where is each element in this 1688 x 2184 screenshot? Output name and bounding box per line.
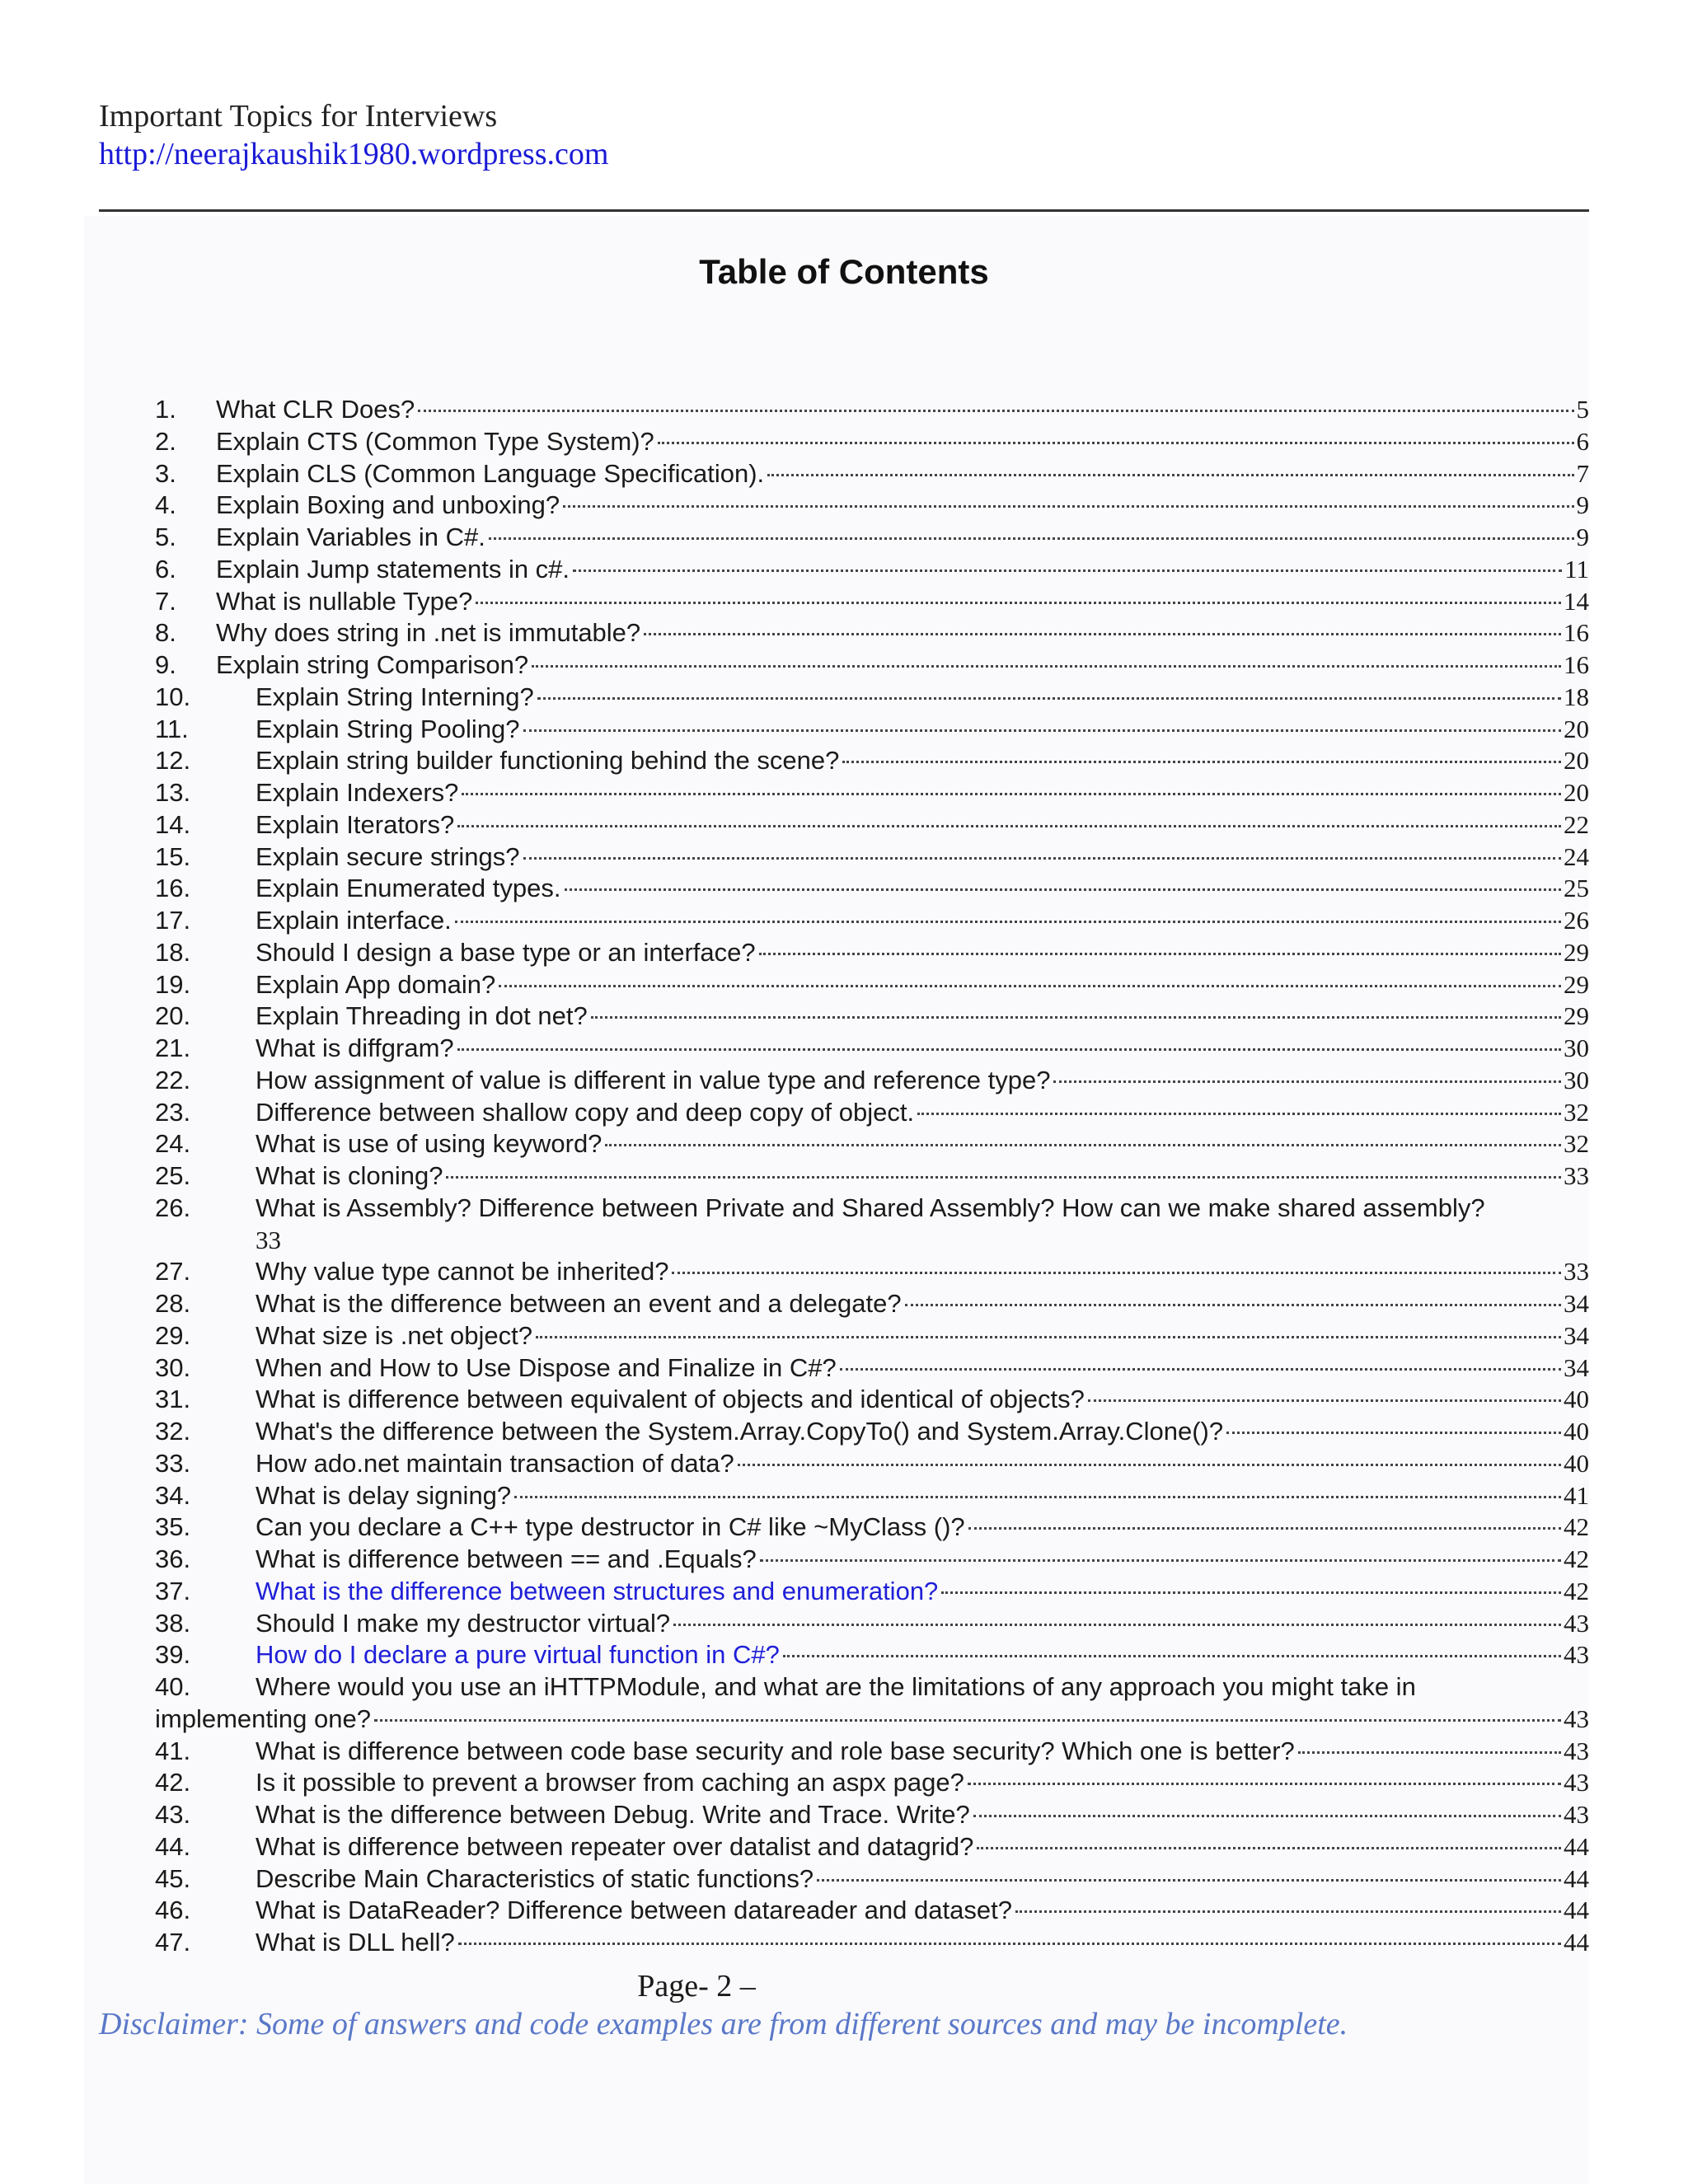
toc-entry-page: 42 — [1564, 1544, 1589, 1573]
toc-entry[interactable] — [155, 1256, 1589, 1288]
toc-entry-title[interactable]: What is diffgram? — [256, 1033, 454, 1062]
toc-entry[interactable] — [155, 777, 1589, 809]
toc-entry-title[interactable]: Explain Iterators? — [256, 809, 455, 839]
toc-entry[interactable] — [155, 1001, 1589, 1033]
toc-entry-page: 42 — [1564, 1576, 1589, 1605]
toc-entry-number: 6. — [155, 554, 176, 583]
toc-entry-number: 22. — [155, 1065, 191, 1094]
toc-entry[interactable] — [155, 1799, 1589, 1831]
toc-entry-page: 9 — [1576, 523, 1589, 551]
toc-entry-page: 18 — [1564, 682, 1589, 711]
toc-entry-title[interactable]: Explain secure strings? — [256, 841, 520, 871]
toc-entry-number: 21. — [155, 1033, 191, 1062]
toc-entry[interactable] — [155, 1895, 1589, 1927]
toc-entry-title[interactable]: What is difference between repeater over datalist and datagrid? — [256, 1831, 974, 1861]
toc-entry-number: 9. — [155, 650, 176, 679]
toc-entry[interactable] — [155, 873, 1589, 905]
toc-entry[interactable] — [155, 586, 1589, 618]
toc-entry-page: 20 — [1564, 778, 1589, 807]
toc-entry-title[interactable]: Explain string builder functioning behind the scene? — [256, 746, 840, 776]
toc-entry-page: 22 — [1564, 809, 1589, 839]
page-number: Page- 2 – — [637, 1969, 756, 2004]
toc-entry[interactable] — [155, 522, 1589, 554]
toc-entry-number: 32. — [155, 1417, 191, 1446]
toc-entry-number: 47. — [155, 1928, 191, 1957]
toc-entry-title[interactable]: Explain Indexers? — [256, 778, 459, 807]
toc-leader-dots — [605, 1144, 1561, 1146]
toc-entry-page: 44 — [1564, 1928, 1589, 1957]
toc-entry[interactable] — [155, 1927, 1589, 1959]
toc-entry-title[interactable]: What's the difference between the System.Array.CopyTo() and System.Array.Clone()? — [256, 1417, 1224, 1446]
toc-leader-dots — [536, 1336, 1561, 1338]
toc-entry-number: 20. — [155, 1001, 191, 1031]
toc-leader-dots — [457, 1048, 1561, 1051]
toc-entry-page: 43 — [1564, 1640, 1589, 1670]
toc-entry-number: 7. — [155, 586, 176, 616]
toc-entry-page: 29 — [1564, 937, 1589, 967]
table-of-contents — [155, 394, 1589, 1959]
toc-leader-dots — [489, 537, 1574, 540]
toc-entry-page: 43 — [1564, 1736, 1589, 1765]
toc-entry-number: 11. — [155, 714, 189, 743]
toc-entry[interactable] — [155, 1544, 1589, 1576]
toc-entry-number: 37. — [155, 1576, 191, 1605]
toc-entry-number: 44. — [155, 1831, 191, 1861]
toc-entry-title[interactable]: implementing one? — [155, 1704, 371, 1733]
toc-entry-number: 16. — [155, 874, 191, 903]
toc-entry-title[interactable]: Explain Enumerated types. — [256, 874, 561, 903]
toc-leader-dots — [1088, 1399, 1561, 1402]
toc-entry-title[interactable]: What is cloning? — [256, 1161, 443, 1190]
toc-entry-title[interactable]: What is difference between code base security and role base security? Which one is better? — [256, 1736, 1295, 1765]
toc-entry-title[interactable]: When and How to Use Dispose and Finalize in C#? — [256, 1352, 837, 1382]
toc-entry[interactable] — [155, 1576, 1589, 1608]
toc-entry-page: 29 — [1564, 1001, 1589, 1031]
toc-leader-dots — [537, 697, 1561, 700]
toc-leader-dots — [840, 1368, 1561, 1371]
toc-entry[interactable] — [155, 1671, 1589, 1736]
toc-leader-dots — [842, 761, 1561, 763]
toc-leader-dots — [672, 1272, 1561, 1274]
toc-leader-dots — [457, 825, 1561, 827]
toc-entry-page: 34 — [1564, 1352, 1589, 1382]
header-divider — [99, 209, 1589, 212]
toc-leader-dots — [458, 1943, 1561, 1945]
toc-entry-page: 30 — [1564, 1033, 1589, 1062]
toc-entry[interactable] — [155, 682, 1589, 714]
toc-leader-dots — [374, 1719, 1561, 1722]
toc-entry[interactable] — [155, 1065, 1589, 1097]
toc-entry-number: 25. — [155, 1161, 191, 1190]
toc-leader-dots — [1298, 1751, 1561, 1754]
toc-entry-number: 18. — [155, 937, 191, 967]
toc-entry[interactable] — [155, 394, 1589, 426]
toc-leader-dots — [523, 729, 1561, 732]
document-header — [99, 97, 608, 173]
toc-entry[interactable] — [155, 809, 1589, 841]
toc-entry-page: 30 — [1564, 1065, 1589, 1094]
toc-entry-page: 33 — [1564, 1257, 1589, 1286]
toc-entry-page: 40 — [1564, 1385, 1589, 1414]
toc-entry[interactable] — [155, 969, 1589, 1001]
toc-leader-dots — [1015, 1910, 1561, 1913]
toc-entry-title[interactable]: How ado.net maintain transaction of data? — [256, 1448, 734, 1478]
toc-entry[interactable] — [155, 1639, 1589, 1671]
toc-entry-title[interactable]: What is the difference between Debug. Write and Trace. Write? — [256, 1800, 970, 1829]
toc-entry-page: 6 — [1576, 426, 1589, 456]
toc-entry-title[interactable]: What is DataReader? Difference between datareader and dataset? — [256, 1896, 1012, 1925]
toc-entry-page: 32 — [1564, 1097, 1589, 1127]
toc-entry-number: 24. — [155, 1129, 191, 1159]
toc-entry-number: 26. — [155, 1193, 191, 1222]
toc-entry-page: 33 — [256, 1225, 281, 1254]
toc-entry-number: 29. — [155, 1320, 191, 1350]
toc-entry-title[interactable]: Explain Boxing and unboxing? — [216, 490, 560, 520]
toc-entry-title[interactable]: What is Assembly? Difference between Private and Shared Assembly? How can we make shared assembly? — [256, 1193, 1485, 1222]
toc-leader-dots — [1226, 1432, 1561, 1434]
toc-entry-link[interactable]: What is the difference between structures and enumeration? — [256, 1576, 939, 1605]
toc-entry-title[interactable]: Why value type cannot be inherited? — [256, 1257, 669, 1286]
toc-entry-title[interactable]: What is difference between equivalent of objects and identical of objects? — [256, 1385, 1085, 1414]
toc-leader-dots — [499, 985, 1561, 987]
toc-leader-dots — [968, 1783, 1561, 1785]
toc-entry[interactable] — [155, 1288, 1589, 1320]
toc-entry-page: 34 — [1564, 1289, 1589, 1318]
toc-entry-page: 20 — [1564, 714, 1589, 743]
toc-entry[interactable] — [155, 1097, 1589, 1129]
toc-entry[interactable] — [155, 1033, 1589, 1065]
toc-entry-number: 45. — [155, 1863, 191, 1893]
toc-leader-dots — [905, 1304, 1561, 1306]
toc-entry-title[interactable]: What is difference between == and .Equals? — [256, 1544, 757, 1573]
toc-entry-page: 5 — [1576, 395, 1589, 424]
toc-entry-number: 10. — [155, 682, 191, 711]
toc-entry[interactable] — [155, 905, 1589, 937]
toc-leader-dots — [973, 1815, 1561, 1817]
disclaimer: Disclaimer: Some of answers and code examples are from different sources and may be incomplete. — [99, 2007, 1348, 2041]
toc-entry-title[interactable]: Explain Threading in dot net? — [256, 1001, 588, 1031]
toc-entry[interactable] — [155, 714, 1589, 746]
toc-entry-page: 9 — [1576, 490, 1589, 520]
toc-entry[interactable] — [155, 554, 1589, 586]
toc-leader-dots — [573, 569, 1562, 572]
toc-entry-page: 43 — [1564, 1800, 1589, 1829]
toc-entry-number: 3. — [155, 458, 176, 488]
toc-leader-dots — [1053, 1080, 1561, 1083]
toc-entry-title[interactable]: What is the difference between an event and a delegate? — [256, 1289, 902, 1318]
toc-entry-title[interactable]: Explain CTS (Common Type System)? — [216, 426, 654, 456]
toc-leader-dots — [673, 1624, 1561, 1626]
toc-entry-page: 14 — [1564, 586, 1589, 616]
toc-entry-title[interactable]: Where would you use an iHTTPModule, and what are the limitations of any approach you might take in — [256, 1672, 1416, 1701]
toc-entry[interactable] — [155, 1608, 1589, 1640]
toc-leader-dots — [418, 410, 1573, 412]
toc-entry-page: 7 — [1576, 458, 1589, 488]
toc-entry[interactable] — [155, 1511, 1589, 1544]
toc-entry-title[interactable]: Explain App domain? — [256, 969, 496, 999]
toc-entry-number: 33. — [155, 1448, 191, 1478]
toc-entry-page: 34 — [1564, 1320, 1589, 1350]
toc-entry-title[interactable]: How assignment of value is different in value type and reference type? — [256, 1065, 1051, 1094]
toc-entry[interactable] — [155, 745, 1589, 777]
toc-entry-page: 26 — [1564, 906, 1589, 935]
toc-entry[interactable] — [155, 1320, 1589, 1352]
toc-entry[interactable] — [155, 1160, 1589, 1193]
toc-entry-page: 44 — [1564, 1896, 1589, 1925]
toc-entry-number: 41. — [155, 1736, 191, 1765]
toc-leader-dots — [462, 793, 1561, 795]
toc-entry[interactable] — [155, 1767, 1589, 1799]
toc-entry-number: 14. — [155, 809, 191, 839]
toc-entry[interactable] — [155, 1352, 1589, 1385]
toc-leader-dots — [783, 1655, 1561, 1657]
toc-entry-number: 40. — [155, 1672, 191, 1701]
toc-entry[interactable] — [155, 1480, 1589, 1512]
toc-entry-title[interactable]: What is DLL hell? — [256, 1928, 455, 1957]
toc-leader-dots — [455, 921, 1561, 923]
toc-entry-number: 4. — [155, 490, 176, 520]
header-title: Important Topics for Interviews — [99, 99, 498, 134]
toc-entry[interactable] — [155, 1448, 1589, 1480]
toc-entry[interactable] — [155, 649, 1589, 682]
header-url-link[interactable]: http://neerajkaushik1980.wordpress.com — [99, 137, 609, 171]
toc-entry[interactable] — [155, 1193, 1589, 1257]
toc-entry-number: 42. — [155, 1768, 191, 1797]
toc-entry-number: 39. — [155, 1640, 191, 1670]
toc-entry-link[interactable]: How do I declare a pure virtual function in C#? — [256, 1640, 780, 1670]
toc-leader-dots — [446, 1176, 1561, 1179]
toc-entry-title[interactable]: Explain Variables in C#. — [216, 523, 485, 551]
toc-entry-page: 40 — [1564, 1448, 1589, 1478]
toc-entry-page: 42 — [1564, 1512, 1589, 1542]
toc-entry-title[interactable]: Explain String Pooling? — [256, 714, 520, 743]
toc-title: Table of Contents — [699, 252, 989, 291]
toc-entry[interactable] — [155, 426, 1589, 458]
toc-entry-number: 31. — [155, 1385, 191, 1414]
toc-entry-number: 15. — [155, 841, 191, 871]
toc-entry-title[interactable]: Difference between shallow copy and deep copy of object. — [256, 1097, 915, 1127]
toc-entry[interactable] — [155, 1384, 1589, 1416]
toc-entry-page: 43 — [1564, 1768, 1589, 1797]
toc-leader-dots — [532, 665, 1561, 668]
toc-entry-title[interactable]: Explain String Interning? — [256, 682, 534, 711]
toc-entry-page: 44 — [1564, 1831, 1589, 1861]
toc-entry-number: 46. — [155, 1896, 191, 1925]
toc-leader-dots — [514, 1496, 1561, 1498]
toc-entry-number: 28. — [155, 1289, 191, 1318]
toc-entry-title[interactable]: What is nullable Type? — [216, 586, 473, 616]
toc-entry[interactable] — [155, 1831, 1589, 1863]
toc-entry-title[interactable]: What is delay signing? — [256, 1480, 512, 1510]
toc-entry-title[interactable]: Why does string in .net is immutable? — [216, 618, 641, 648]
toc-entry-title[interactable]: What is use of using keyword? — [256, 1129, 603, 1159]
toc-entry-number: 35. — [155, 1512, 191, 1542]
toc-entry-page: 16 — [1564, 618, 1589, 648]
toc-leader-dots — [565, 888, 1562, 891]
toc-entry-page: 33 — [1564, 1161, 1589, 1190]
toc-entry-number: 27. — [155, 1257, 191, 1286]
toc-entry-title[interactable]: What size is .net object? — [256, 1320, 532, 1350]
toc-entry-title[interactable]: Explain Jump statements in c#. — [216, 554, 570, 583]
toc-entry[interactable] — [155, 1863, 1589, 1896]
toc-entry-title[interactable]: Should I design a base type or an interface? — [256, 937, 756, 967]
toc-entry-title[interactable]: Explain interface. — [256, 906, 452, 935]
toc-entry[interactable] — [155, 937, 1589, 969]
toc-leader-dots — [476, 602, 1561, 604]
toc-leader-dots — [644, 633, 1561, 635]
toc-entry[interactable] — [155, 1128, 1589, 1160]
toc-entry-page: 43 — [1564, 1608, 1589, 1638]
toc-leader-dots — [523, 857, 1562, 860]
toc-leader-dots — [977, 1847, 1561, 1849]
toc-entry-page: 41 — [1564, 1480, 1589, 1510]
toc-entry[interactable] — [155, 490, 1589, 522]
toc-leader-dots — [941, 1591, 1561, 1594]
toc-entry-number: 5. — [155, 523, 176, 551]
toc-leader-dots — [738, 1464, 1561, 1466]
toc-entry-number: 34. — [155, 1480, 191, 1510]
toc-entry[interactable] — [155, 458, 1589, 490]
toc-leader-dots — [760, 1559, 1561, 1562]
toc-entry-title[interactable]: Is it possible to prevent a browser from caching an aspx page? — [256, 1768, 964, 1797]
toc-entry-number: 8. — [155, 618, 176, 648]
toc-entry-page: 16 — [1564, 650, 1589, 679]
toc-leader-dots — [968, 1527, 1561, 1530]
toc-entry-title[interactable]: Explain CLS (Common Language Specification). — [216, 458, 765, 488]
toc-entry[interactable] — [155, 1416, 1589, 1448]
toc-leader-dots — [917, 1113, 1561, 1115]
toc-entry-title[interactable]: Should I make my destructor virtual? — [256, 1608, 671, 1638]
toc-leader-dots — [817, 1879, 1561, 1882]
toc-entry-page: 44 — [1564, 1863, 1589, 1893]
toc-entry-title[interactable]: Explain string Comparison? — [216, 650, 529, 679]
toc-entry-page: 20 — [1564, 746, 1589, 776]
toc-leader-dots — [759, 953, 1561, 955]
toc-entry-page: 11 — [1564, 554, 1589, 583]
toc-entry-page: 43 — [1564, 1704, 1589, 1733]
toc-entry-number: 17. — [155, 906, 191, 935]
toc-entry-number: 1. — [155, 395, 176, 424]
toc-entry-number: 30. — [155, 1352, 191, 1382]
toc-entry-number: 2. — [155, 426, 176, 456]
toc-entry-number: 12. — [155, 746, 191, 776]
toc-leader-dots — [563, 505, 1573, 508]
toc-entry-number: 13. — [155, 778, 191, 807]
toc-entry-page: 40 — [1564, 1417, 1589, 1446]
toc-entry-page: 25 — [1564, 874, 1589, 903]
toc-entry[interactable] — [155, 617, 1589, 649]
toc-entry-title[interactable]: Can you declare a C++ type destructor in C# like ~MyClass ()? — [256, 1512, 965, 1542]
toc-entry-title[interactable]: Describe Main Characteristics of static functions? — [256, 1863, 814, 1893]
toc-entry[interactable] — [155, 841, 1589, 874]
toc-entry-number: 23. — [155, 1097, 191, 1127]
toc-leader-dots — [767, 474, 1573, 476]
toc-entry[interactable] — [155, 1736, 1589, 1768]
toc-entry-page: 32 — [1564, 1129, 1589, 1159]
toc-entry-number: 19. — [155, 969, 191, 999]
toc-entry-number: 38. — [155, 1608, 191, 1638]
toc-entry-page: 29 — [1564, 969, 1589, 999]
toc-leader-dots — [658, 442, 1574, 444]
toc-entry-page: 24 — [1564, 841, 1589, 871]
toc-entry-number: 36. — [155, 1544, 191, 1573]
toc-entry-title[interactable]: What CLR Does? — [216, 395, 415, 424]
toc-entry-number: 43. — [155, 1800, 191, 1829]
toc-leader-dots — [591, 1016, 1561, 1019]
